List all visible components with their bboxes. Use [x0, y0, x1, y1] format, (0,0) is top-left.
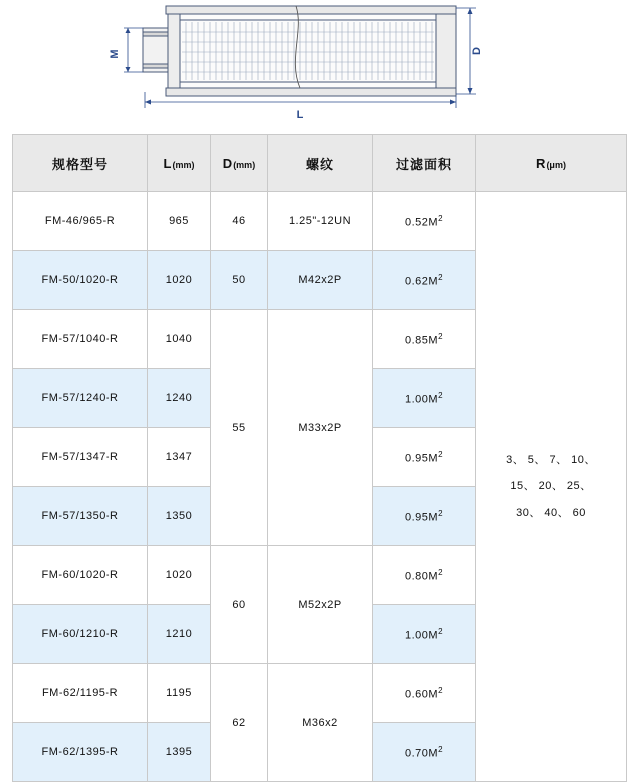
cell-length: 1395 — [148, 723, 211, 782]
cell-filter-area: $0.95M^2$ — [373, 487, 476, 546]
cell-filter-area: $0.70M^2$ — [373, 723, 476, 782]
cell-length: 1020 — [148, 251, 211, 310]
cell-diameter: 50 — [211, 251, 268, 310]
cell-diameter-merged: 62 — [211, 664, 268, 782]
dimension-label-m: M — [109, 49, 121, 59]
cell-filter-area: $0.80M^2$ — [373, 546, 476, 605]
cell-thread-merged: M52x2P — [268, 546, 373, 664]
cell-thread-merged: M33x2P — [268, 310, 373, 546]
cell-model: FM-57/1040-R — [13, 310, 148, 369]
cell-length: 1347 — [148, 428, 211, 487]
column-header-length: L(mm) — [148, 135, 211, 192]
cell-filter-area: $0.60M^2$ — [373, 664, 476, 723]
cell-length: 1210 — [148, 605, 211, 664]
cell-thread-merged: M36x2 — [268, 664, 373, 782]
cell-diameter: 46 — [211, 192, 268, 251]
cell-diameter-merged: 55 — [211, 310, 268, 546]
cell-filter-area: $0.85M^2$ — [373, 310, 476, 369]
cell-filter-area: $0.52M^2$ — [373, 192, 476, 251]
rating-line-2: 15、 20、 25、 — [510, 480, 592, 493]
filter-element-cross-section-icon — [0, 0, 634, 122]
column-header-rating: R(μm) — [476, 135, 627, 192]
table-header-row — [13, 135, 627, 192]
cell-model: FM-50/1020-R — [13, 251, 148, 310]
cell-rating — [476, 192, 627, 782]
cell-length: 1240 — [148, 369, 211, 428]
column-header-filter-area: 过滤面积 — [373, 135, 476, 192]
cell-model: FM-57/1240-R — [13, 369, 148, 428]
cell-filter-area: $0.62M^2$ — [373, 251, 476, 310]
rating-line-1: 3、 5、 7、 10、 — [506, 453, 596, 466]
cell-length: 1040 — [148, 310, 211, 369]
cell-thread: 1.25"-12UN — [268, 192, 373, 251]
table-row — [13, 192, 627, 251]
specification-table — [12, 134, 627, 782]
cell-thread: M42x2P — [268, 251, 373, 310]
cell-length: 1350 — [148, 487, 211, 546]
technical-drawing — [0, 0, 634, 122]
cell-length: 1020 — [148, 546, 211, 605]
cell-model: FM-46/965-R — [13, 192, 148, 251]
dimension-label-l: L — [296, 109, 304, 121]
specification-table-container — [12, 134, 622, 782]
column-header-model: 规格型号 — [13, 135, 148, 192]
column-header-thread: 螺纹 — [268, 135, 373, 192]
cell-model: FM-60/1020-R — [13, 546, 148, 605]
cell-filter-area: $1.00M^2$ — [373, 369, 476, 428]
cell-filter-area: $0.95M^2$ — [373, 428, 476, 487]
column-header-diameter: D(mm) — [211, 135, 268, 192]
cell-length: 965 — [148, 192, 211, 251]
cell-length: 1195 — [148, 664, 211, 723]
table-header — [13, 135, 627, 192]
cell-model: FM-57/1347-R — [13, 428, 148, 487]
cell-model: FM-57/1350-R — [13, 487, 148, 546]
cell-model: FM-60/1210-R — [13, 605, 148, 664]
table-body — [13, 192, 627, 782]
cell-model: FM-62/1395-R — [13, 723, 148, 782]
dimension-label-d: D — [471, 47, 483, 55]
cell-filter-area: $1.00M^2$ — [373, 605, 476, 664]
cell-model: FM-62/1195-R — [13, 664, 148, 723]
rating-line-3: 30、 40、 60 — [516, 506, 586, 519]
cell-diameter-merged: 60 — [211, 546, 268, 664]
